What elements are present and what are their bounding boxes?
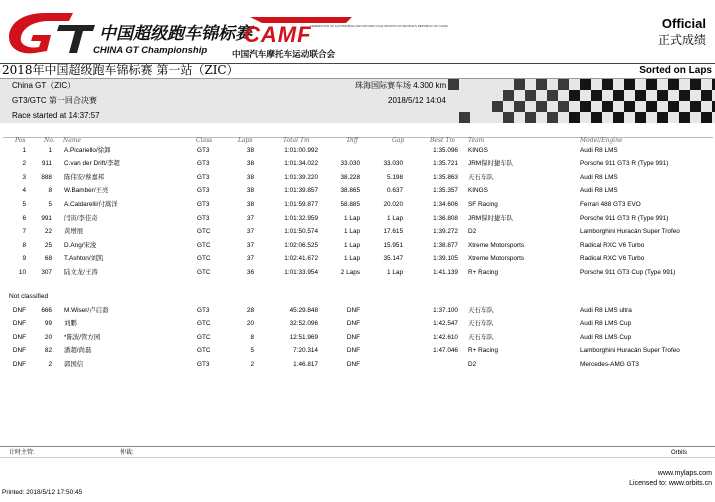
team-cell: JRM保时捷车队	[468, 214, 514, 222]
gap-cell: 33.030	[383, 160, 403, 168]
footer-rule	[0, 446, 715, 447]
best-cell: 1:39.105	[433, 255, 458, 263]
diff-cell: DNF	[346, 360, 360, 368]
best-cell: 1:47.046	[433, 347, 458, 355]
class-cell: GTC	[197, 333, 211, 341]
laps-cell: 37	[246, 228, 254, 236]
pos-cell: 3	[22, 173, 26, 181]
name-cell: T.Ashton/刘凯	[64, 255, 104, 263]
col-best: Best Tm	[430, 137, 456, 144]
model-cell: Porsche 911 GT3 R (Type 991)	[580, 160, 669, 168]
model-cell: Lamborghini Huracán Super Trofeo	[580, 347, 680, 355]
no-cell: 99	[44, 320, 52, 328]
logo-gt-cn-text: 中国超级跑车锦标赛	[99, 24, 252, 44]
diff-cell: 1 Lap	[344, 214, 360, 222]
col-diff: Diff	[347, 137, 358, 144]
table-row	[0, 145, 715, 156]
team-cell: Xtreme Motorsports	[468, 255, 525, 263]
logo-camf-org-text: FEDERATION OF AUTOMOBILE AND MOTORCYCLE SPORTS OF PEOPLE'S REPUBLIC OF CHINA	[310, 24, 448, 28]
gap-cell: 20.020	[383, 200, 403, 208]
gap-cell: 15.951	[383, 241, 403, 249]
total-cell: 45:29.848	[289, 306, 318, 314]
diff-cell: 58.885	[340, 200, 360, 208]
class-cell: GT3	[197, 173, 210, 181]
team-cell: JRM保时捷车队	[468, 160, 514, 168]
class-cell: GTC	[197, 241, 211, 249]
class-cell: GT3	[197, 187, 210, 195]
race-start-label: Race started at 14:37:57	[12, 111, 100, 120]
name-cell: A.Picariello/徐卸	[64, 146, 111, 154]
col-total: Total Tm	[283, 137, 310, 144]
diff-cell: 38.228	[340, 173, 360, 181]
pos-cell: 6	[22, 214, 26, 222]
team-cell: R+ Racing	[468, 268, 499, 276]
svg-text:CAMF: CAMF	[244, 22, 312, 47]
diff-cell: DNF	[346, 306, 360, 314]
pos-cell: 5	[22, 200, 26, 208]
table-row	[0, 172, 715, 183]
col-laps: Laps	[238, 137, 253, 144]
best-cell: 1:35.357	[433, 187, 458, 195]
table-row	[0, 332, 715, 343]
logo-gt-en-text: CHINA GT Championship	[93, 45, 208, 56]
total-cell: 1:01:59.877	[284, 200, 318, 208]
pos-cell: 4	[22, 187, 26, 195]
laps-cell: 38	[246, 200, 254, 208]
team-cell: 天石车队	[468, 173, 494, 181]
no-cell: 2	[48, 360, 52, 368]
col-model: Model/Engine	[580, 137, 623, 144]
pos-cell: 1	[22, 146, 26, 154]
best-cell: 1:39.272	[433, 228, 458, 236]
name-cell: 闫寅/李佳奇	[64, 214, 98, 222]
gap-cell: 5.198	[387, 173, 403, 181]
team-cell: R+ Racing	[468, 347, 499, 355]
team-cell: D2	[468, 228, 477, 236]
not-classified-label: Not classified	[9, 293, 49, 300]
event-title: 2018年中国超级跑车锦标赛 第一站（ZIC）	[2, 63, 239, 77]
diff-cell: DNF	[346, 347, 360, 355]
no-cell: 991	[41, 214, 52, 222]
total-cell: 1:46.817	[293, 360, 318, 368]
pos-cell: DNF	[12, 306, 26, 314]
laps-cell: 38	[246, 146, 254, 154]
license-link[interactable]: Licensed to: www.orbits.cn	[629, 480, 712, 487]
pos-cell: 7	[22, 228, 26, 236]
gap-cell: 35.147	[383, 255, 403, 263]
diff-cell: 1 Lap	[344, 255, 360, 263]
mylaps-link[interactable]: www.mylaps.com	[657, 470, 712, 477]
team-cell: Xtreme Motorsports	[468, 241, 525, 249]
gap-cell: 0.637	[387, 187, 403, 195]
best-cell: 1:35.863	[433, 173, 458, 181]
total-cell: 1:02:06.525	[284, 241, 318, 249]
table-row	[0, 240, 715, 251]
no-cell: 911	[41, 160, 52, 168]
table-row	[0, 305, 715, 316]
timekeeper-label: 计时主管:	[9, 450, 35, 456]
laps-cell: 2	[250, 360, 254, 368]
model-cell: Audi R8 LMS	[580, 146, 618, 154]
model-cell: Audi R8 LMS ultra	[580, 306, 632, 314]
name-cell: D.Ang/宋浚	[64, 241, 97, 249]
name-cell: 陆文龙/王涛	[64, 268, 98, 276]
no-cell: 68	[44, 255, 52, 263]
best-cell: 1:35.096	[433, 146, 458, 154]
no-cell: 5	[48, 200, 52, 208]
no-cell: 20	[44, 333, 52, 341]
pos-cell: 2	[22, 160, 26, 168]
diff-cell: 1 Lap	[344, 228, 360, 236]
checkered-flag-icon	[448, 79, 715, 123]
laps-cell: 37	[246, 255, 254, 263]
team-cell: 天石车队	[468, 333, 494, 341]
diff-cell: 2 Laps	[340, 268, 360, 276]
table-row	[0, 158, 715, 169]
total-cell: 1:01:39.857	[284, 187, 318, 195]
name-cell: W.Bamber/王亮	[64, 187, 109, 195]
total-cell: 1:01:39.220	[284, 173, 318, 181]
total-cell: 1:01:00.992	[284, 146, 318, 154]
no-cell: 22	[44, 228, 52, 236]
name-cell: 潘超/尚磊	[64, 347, 92, 355]
best-cell: 1:36.808	[433, 214, 458, 222]
total-cell: 1:01:32.959	[284, 214, 318, 222]
model-cell: Radical RXC V6 Turbo	[580, 241, 645, 249]
class-cell: GT3	[197, 214, 210, 222]
diff-cell: DNF	[346, 320, 360, 328]
no-cell: 25	[44, 241, 52, 249]
diff-cell: 38.865	[340, 187, 360, 195]
laps-cell: 37	[246, 241, 254, 249]
camf-logo	[232, 9, 448, 61]
total-cell: 1:01:50.574	[284, 228, 318, 236]
laps-cell: 37	[246, 214, 254, 222]
pos-cell: DNF	[12, 347, 26, 355]
col-name: Name	[63, 137, 82, 144]
total-cell: 7:20.314	[293, 347, 318, 355]
best-cell: 1:37.100	[433, 306, 458, 314]
team-cell: KINGS	[468, 146, 488, 154]
no-cell: 82	[44, 347, 52, 355]
team-cell: 天石车队	[468, 320, 494, 328]
laps-cell: 36	[246, 268, 254, 276]
best-cell: 1:38.877	[433, 241, 458, 249]
model-cell: Lamborghini Huracán Super Trofeo	[580, 228, 680, 236]
laps-cell: 28	[246, 306, 254, 314]
model-cell: Porsche 911 GT3 R (Type 991)	[580, 214, 669, 222]
total-cell: 12:51.969	[289, 333, 318, 341]
gap-cell: 1 Lap	[387, 268, 403, 276]
best-cell: 1:42.610	[433, 333, 458, 341]
name-cell: M.Wiser/卢启裔	[64, 306, 109, 314]
col-class: Class	[196, 137, 213, 144]
model-cell: Ferrari 488 GT3 EVO	[580, 200, 641, 208]
table-row	[0, 185, 715, 196]
table-row	[0, 199, 715, 210]
col-team: Team	[468, 137, 485, 144]
class-cell: GTC	[197, 268, 211, 276]
col-pos: Pos	[15, 137, 26, 144]
laps-cell: 8	[250, 333, 254, 341]
diff-cell: 1 Lap	[344, 241, 360, 249]
name-cell: 刘鹏	[64, 320, 77, 328]
name-cell: A.Caldarelli/付嵩洋	[64, 200, 118, 208]
model-cell: Audi R8 LMS	[580, 173, 618, 181]
pos-cell: 10	[18, 268, 26, 276]
model-cell: Audi R8 LMS Cup	[580, 320, 632, 328]
class-cell: GT3	[197, 160, 210, 168]
model-cell: Porsche 911 GT3 Cup (Type 991)	[580, 268, 676, 276]
total-cell: 1:01:33.954	[284, 268, 318, 276]
col-no: No.	[44, 137, 55, 144]
china-gt-logo	[3, 7, 252, 59]
session-label: GT3/GTC 第一回合决赛	[12, 96, 97, 105]
table-row	[0, 267, 715, 278]
name-cell: 郭国信	[64, 360, 84, 368]
circuit-label: 珠海国际赛车场 4.300 km	[355, 81, 447, 90]
table-row	[0, 253, 715, 264]
class-cell: GTC	[197, 255, 211, 263]
class-cell: GT3	[197, 360, 210, 368]
team-cell: D2	[468, 360, 477, 368]
team-cell: 天石车队	[468, 306, 494, 314]
total-cell: 1:01:34.022	[284, 160, 318, 168]
total-cell: 1:02:41.672	[284, 255, 318, 263]
table-row	[0, 213, 715, 224]
best-cell: 1:35.721	[433, 160, 458, 168]
no-cell: 888	[41, 173, 52, 181]
table-row	[0, 318, 715, 329]
gap-cell: 17.615	[383, 228, 403, 236]
table-row	[0, 345, 715, 356]
best-cell: 1:41.139	[433, 268, 458, 276]
class-cell: GTC	[197, 347, 211, 355]
no-cell: 307	[41, 268, 52, 276]
orbits-label: Orbits	[670, 450, 687, 456]
class-cell: GT3	[197, 146, 210, 154]
diff-cell: DNF	[346, 333, 360, 341]
class-cell: GT3	[197, 200, 210, 208]
steward-label: 仲裁:	[120, 450, 134, 456]
no-cell: 666	[41, 306, 52, 314]
laps-cell: 38	[246, 187, 254, 195]
class-cell: GT3	[197, 306, 210, 314]
name-cell: *陈波/管方园	[64, 333, 101, 341]
name-cell: C.van der Drift/李超	[64, 160, 120, 168]
footer-bottom-rule	[0, 457, 715, 458]
official-cn-label: 正式成绩	[657, 33, 706, 47]
model-cell: Audi R8 LMS	[580, 187, 618, 195]
team-cell: SF Racing	[468, 200, 498, 208]
model-cell: Radical RXC V6 Turbo	[580, 255, 645, 263]
no-cell: 8	[48, 187, 52, 195]
pos-cell: 9	[22, 255, 26, 263]
col-gap: Gap	[392, 137, 405, 144]
laps-cell: 20	[246, 320, 254, 328]
table-row	[0, 359, 715, 370]
class-cell: GTC	[197, 320, 211, 328]
pos-cell: DNF	[12, 320, 26, 328]
class-cell: GTC	[197, 228, 211, 236]
pos-cell: DNF	[12, 360, 26, 368]
best-cell: 1:34.606	[433, 200, 458, 208]
laps-cell: 38	[246, 160, 254, 168]
laps-cell: 5	[250, 347, 254, 355]
pos-cell: DNF	[12, 333, 26, 341]
official-label: Official	[661, 16, 706, 31]
table-row	[0, 226, 715, 237]
series-label: China GT（ZIC）	[12, 81, 76, 90]
name-cell: 黄增展	[64, 228, 84, 236]
laps-cell: 38	[246, 173, 254, 181]
diff-cell: 33.030	[340, 160, 360, 168]
total-cell: 32:52.096	[289, 320, 318, 328]
datetime-label: 2018/5/12 14:04	[388, 96, 446, 105]
logo-camf-cn-text: 中国汽车摩托车运动联合会	[232, 50, 336, 60]
team-cell: KINGS	[468, 187, 488, 195]
sorted-label: Sorted on Laps	[639, 65, 712, 76]
no-cell: 1	[48, 146, 52, 154]
pos-cell: 8	[22, 241, 26, 249]
gap-cell: 1 Lap	[387, 214, 403, 222]
best-cell: 1:42.547	[433, 320, 458, 328]
model-cell: Audi R8 LMS Cup	[580, 333, 632, 341]
model-cell: Mercedes-AMG GT3	[580, 360, 639, 368]
printed-timestamp: Printed: 2018/5/12 17:50:45	[2, 489, 83, 496]
name-cell: 陈伟安/蔡嘉邦	[64, 173, 105, 181]
